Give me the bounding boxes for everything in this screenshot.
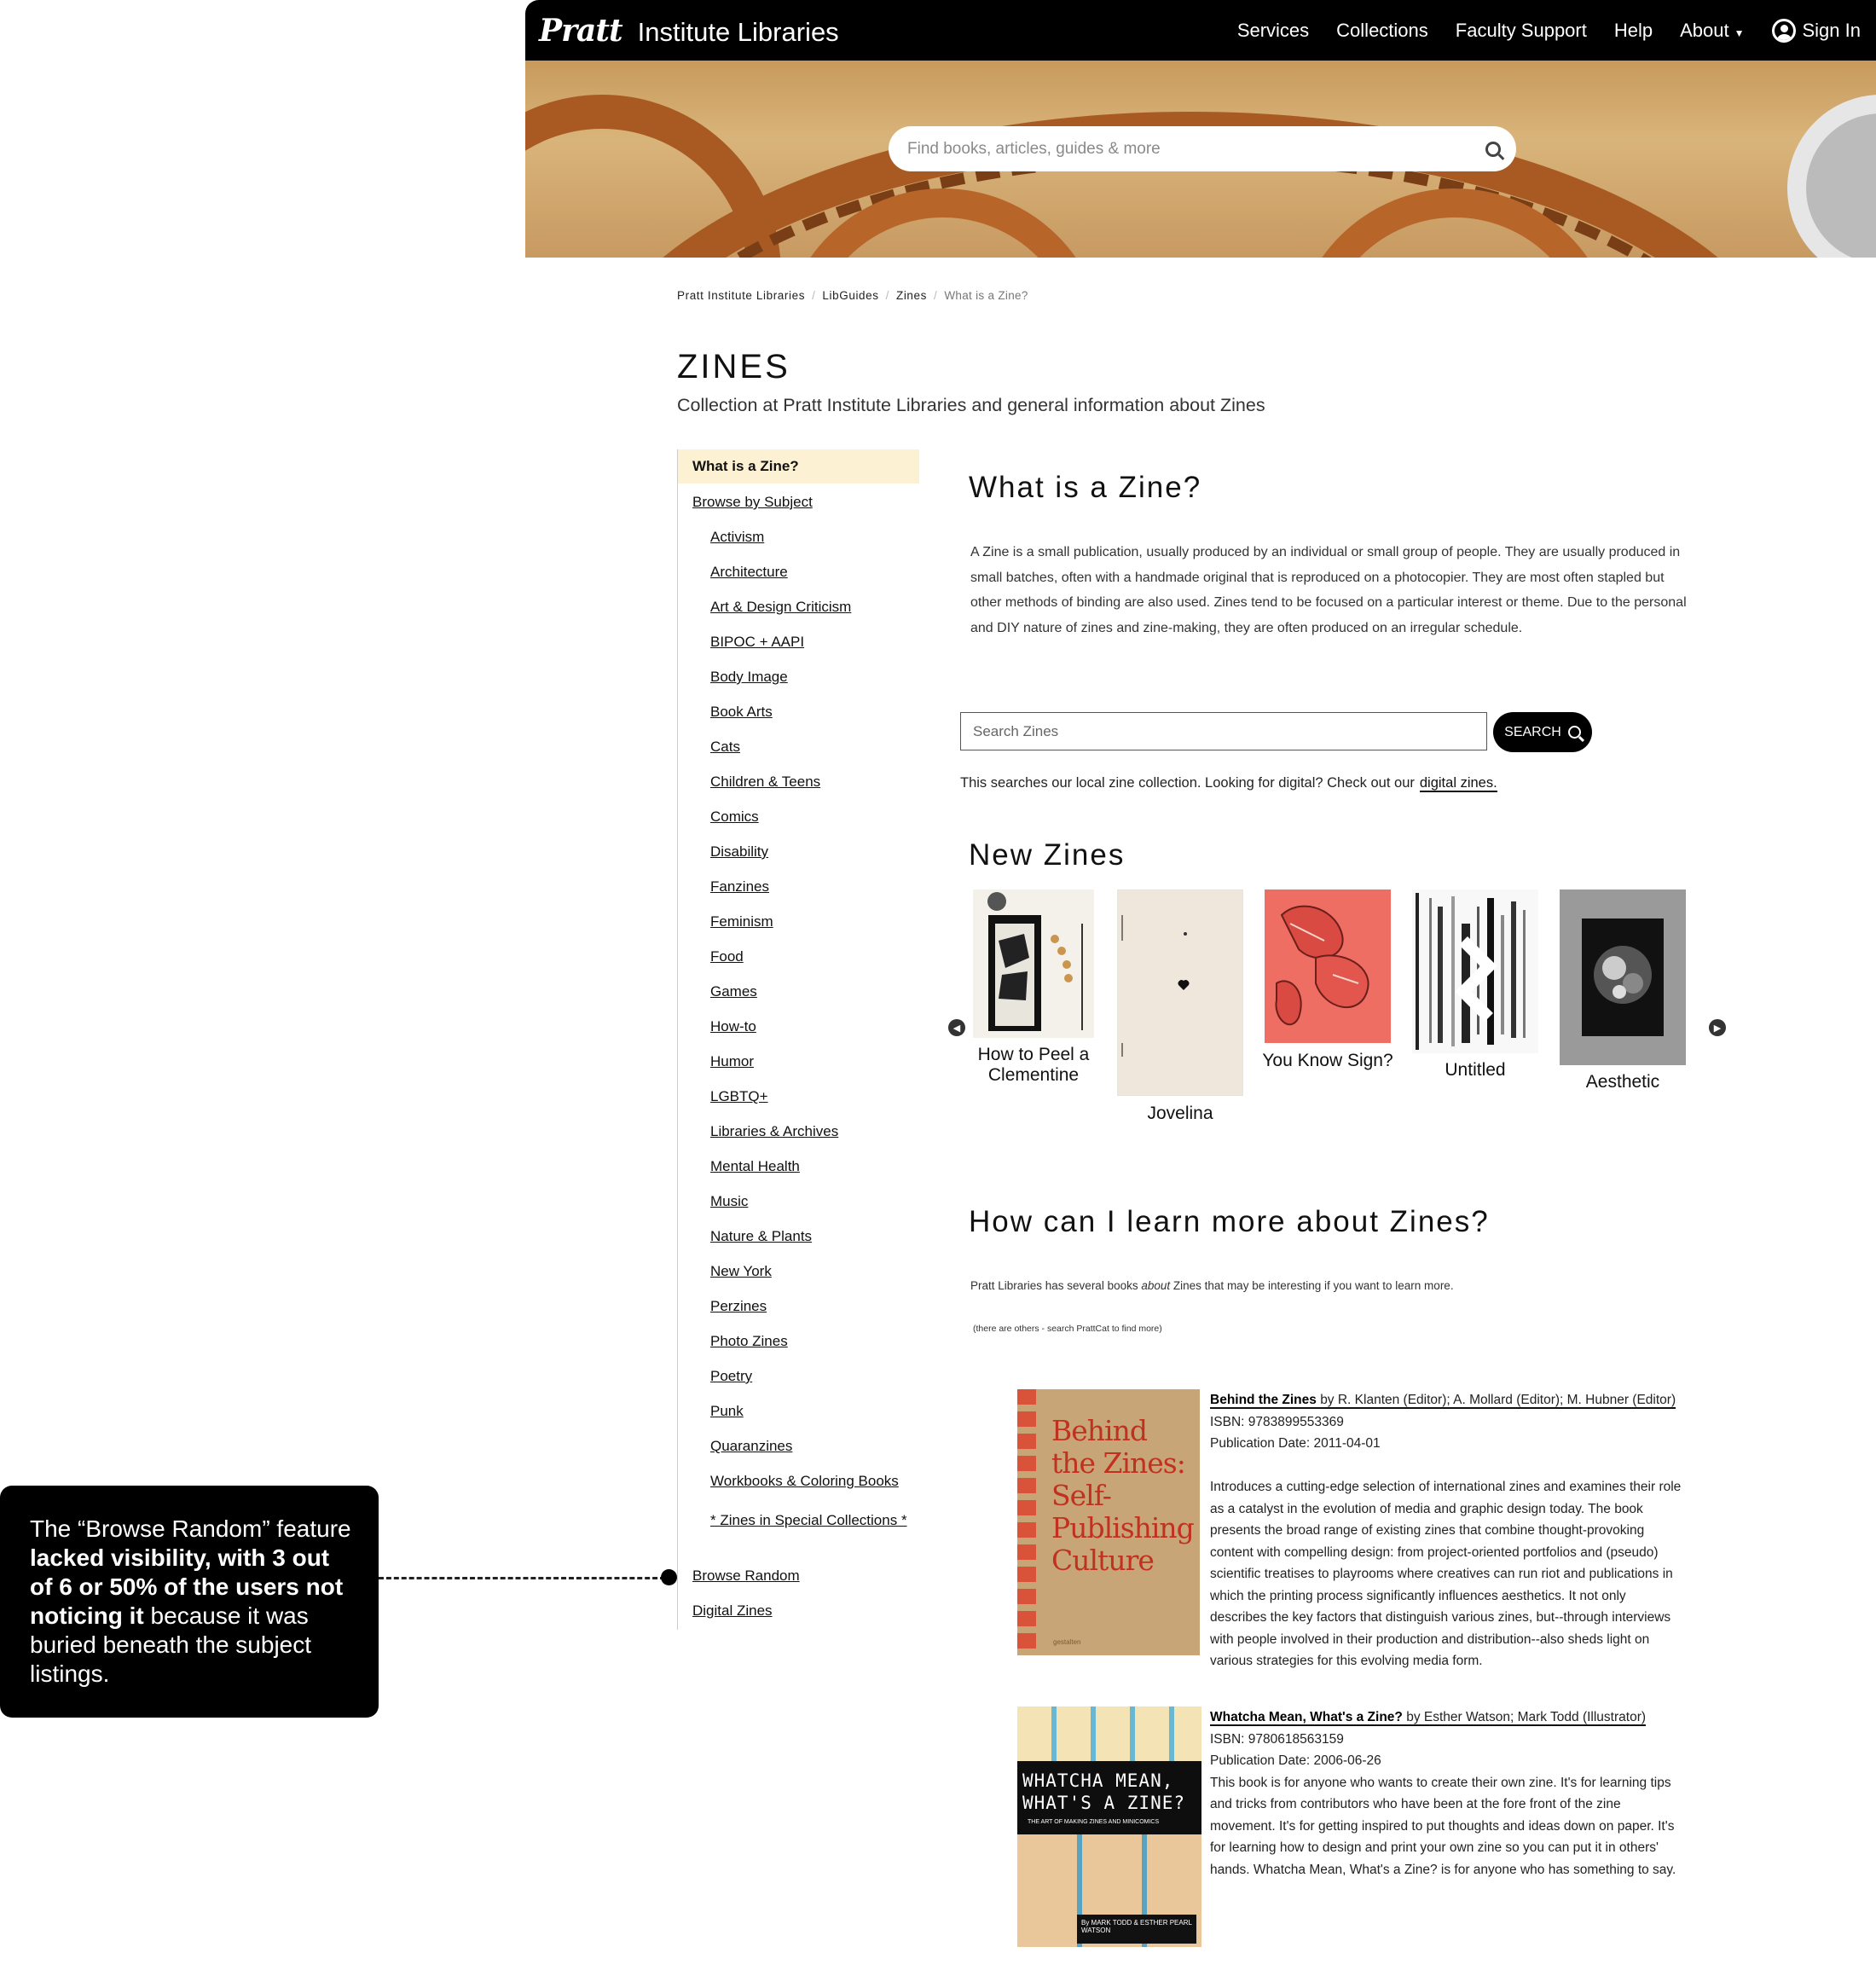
- breadcrumb-home[interactable]: Pratt Institute Libraries: [677, 289, 806, 302]
- sidebar-subject-special-collections[interactable]: * Zines in Special Collections *: [710, 1512, 907, 1528]
- sidebar-subject-nature-plants[interactable]: Nature & Plants: [710, 1228, 813, 1244]
- sign-in-label: Sign In: [1802, 19, 1861, 41]
- breadcrumb-zines[interactable]: Zines: [895, 289, 927, 302]
- sidebar-subject-fanzines[interactable]: Fanzines: [710, 878, 769, 895]
- digital-zines-link[interactable]: digital zines.: [1419, 775, 1497, 791]
- carousel-next-icon[interactable]: ▶: [1709, 1019, 1726, 1036]
- book-pub-date: Publication Date: 2006-06-26: [1210, 1753, 1381, 1768]
- nav-help[interactable]: Help: [1613, 19, 1653, 41]
- learn-more-small-note: (there are others - search PrattCat to find more): [973, 1324, 1162, 1334]
- breadcrumb-separator: /: [885, 289, 889, 302]
- book-citation[interactable]: [1210, 1393, 1676, 1409]
- cover-top-panels: [1017, 1707, 1201, 1761]
- search-icon[interactable]: [1485, 142, 1501, 157]
- zine-search-button[interactable]: [1493, 712, 1592, 752]
- sidebar-subject-games[interactable]: Games: [710, 983, 757, 1000]
- sidebar-subject-feminism[interactable]: Feminism: [710, 913, 773, 930]
- main-nav: [1237, 19, 1861, 43]
- carousel-prev-icon[interactable]: ◀: [948, 1019, 965, 1036]
- book-info: [1210, 1389, 1686, 1455]
- sidebar-item-digital-zines[interactable]: Digital Zines: [692, 1602, 773, 1619]
- site-search-bar: [889, 126, 1516, 171]
- sidebar-subject-comics[interactable]: Comics: [710, 808, 759, 825]
- sidebar-subject-cats[interactable]: Cats: [710, 739, 740, 755]
- zine-cover-untitled[interactable]: [1412, 889, 1538, 1053]
- what-is-paragraph: A Zine is a small publication, usually produced by an individual or small group of people. They are usually produced in small batches, often with a handmade original that is reproduced on a photocopier. They are most often stapled but other methods of binding are also used. Zines tend to be focused on a particular interest or theme. Due to the personal and DIY nature of zines and zine-making, they are often produced on an irregular schedule.: [970, 545, 1687, 635]
- site-search-input[interactable]: [907, 140, 1485, 159]
- book-authors: by R. Klanten (Editor); A. Mollard (Editor); M. Hubner (Editor): [1320, 1393, 1676, 1407]
- book-pub-date: Publication Date: 2011-04-01: [1210, 1436, 1381, 1451]
- sidebar-item-what-is-a-zine[interactable]: What is a Zine?: [678, 449, 919, 484]
- book-title-link[interactable]: Whatcha Mean, What's a Zine?: [1210, 1710, 1403, 1724]
- sidebar-subject-architecture[interactable]: Architecture: [710, 564, 788, 580]
- cover-publisher: gestalten: [1053, 1638, 1081, 1646]
- caret-down-icon: ▼: [1734, 26, 1745, 39]
- zine-search-note-text: This searches our local zine collection. Looking for digital? Check out our: [960, 775, 1415, 791]
- sidebar-subject-punk[interactable]: Punk: [710, 1403, 744, 1419]
- sidebar-subject-quaranzines[interactable]: Quaranzines: [710, 1438, 793, 1454]
- sidebar-subject-lgbtq[interactable]: LGBTQ+: [710, 1088, 768, 1104]
- sidebar-subject-food[interactable]: Food: [710, 948, 744, 965]
- guide-subtitle: Collection at Pratt Institute Libraries and general information about Zines: [677, 395, 1265, 415]
- callout-connector-line: [379, 1577, 665, 1579]
- book-isbn: ISBN: 9783899553369: [1210, 1414, 1344, 1429]
- zine-title[interactable]: Aesthetic: [1585, 1072, 1660, 1092]
- zine-title[interactable]: Jovelina: [1147, 1104, 1213, 1123]
- sidebar-item-browse-random[interactable]: Browse Random: [692, 1567, 800, 1584]
- search-icon: [1568, 726, 1581, 739]
- sidebar-subject-how-to[interactable]: How-to: [710, 1018, 756, 1034]
- callout-text-bold: lacked visibility, with 3 out of 6 or 50% of the users not noticing it: [30, 1544, 344, 1629]
- sidebar-subject-art-design-criticism[interactable]: Art & Design Criticism: [710, 599, 852, 615]
- sidebar-subject-mental-health[interactable]: Mental Health: [710, 1158, 800, 1174]
- breadcrumb-current: What is a Zine?: [944, 289, 1028, 302]
- sidebar-subject-music[interactable]: Music: [710, 1193, 749, 1209]
- pratt-logo[interactable]: Pratt: [539, 12, 622, 49]
- cover-float-spacer: [1017, 1476, 1210, 1655]
- guide-sidebar-nav: [677, 449, 919, 1630]
- zine-search-button-label: SEARCH: [1504, 724, 1561, 739]
- breadcrumb-libguides[interactable]: LibGuides: [822, 289, 879, 302]
- learn-more-intro-a: Pratt Libraries has several books: [970, 1279, 1142, 1292]
- book-info: [1210, 1707, 1686, 1880]
- book-description-text: Introduces a cutting-edge selection of international zines and examines their role as a catalyst in the evolution of media and graphic design today. The book presents the broad range of existing zines that combine thought-provoking content with compelling design: from project-oriented portfolios and (pseudo) scientific treatises to playrooms where creatives can run riot and publications in which the printing process significantly influences aesthetics. It not only describes the key factors that distinguish various zines, but--through interviews with people involved in their production and distribution--also sheds light on various strategies for this evolving media form.: [1210, 1480, 1682, 1668]
- sidebar-subject-libraries-archives[interactable]: Libraries & Archives: [710, 1123, 839, 1139]
- zine-title[interactable]: How to Peel a Clementine: [977, 1045, 1090, 1085]
- usability-finding-callout: [0, 1486, 379, 1718]
- book-description: [1017, 1476, 1686, 1672]
- zine-cover-jovelina[interactable]: [1117, 889, 1243, 1096]
- sidebar-subject-activism[interactable]: Activism: [710, 529, 765, 545]
- book-title-link[interactable]: Behind the Zines: [1210, 1393, 1317, 1407]
- guide-title: ZINES: [677, 348, 790, 385]
- sidebar-subject-humor[interactable]: Humor: [710, 1053, 755, 1069]
- breadcrumb-separator: /: [812, 289, 816, 302]
- nav-about-label: About: [1680, 19, 1729, 41]
- user-circle-icon: [1772, 19, 1796, 43]
- learn-more-intro-b: Zines that may be interesting if you want to learn more.: [1170, 1279, 1454, 1292]
- top-navbar: [525, 0, 1876, 61]
- callout-text-b: because it was buried beneath the subject listings.: [30, 1602, 312, 1687]
- site-name[interactable]: Institute Libraries: [637, 16, 839, 47]
- zine-cover-clementine[interactable]: [973, 889, 1094, 1038]
- callout-text-a: The “Browse Random” feature: [30, 1515, 351, 1542]
- nav-collections[interactable]: Collections: [1336, 19, 1428, 41]
- learn-more-intro: [970, 1274, 1454, 1298]
- zine-search-note: [960, 775, 1497, 791]
- new-zines-heading: New Zines: [969, 838, 1126, 872]
- sidebar-subject-bipoc-aapi[interactable]: BIPOC + AAPI: [710, 634, 805, 650]
- cover-subtitle: THE ART OF MAKING ZINES AND MINICOMICS: [1028, 1819, 1160, 1825]
- sidebar-subject-photo-zines[interactable]: Photo Zines: [710, 1333, 788, 1349]
- zine-cover-you-know-sign[interactable]: [1265, 889, 1391, 1043]
- breadcrumb: [677, 289, 1028, 302]
- sign-in-link[interactable]: [1772, 19, 1862, 43]
- cover-title: Behind the Zines: Self-Publishing Culture: [1051, 1414, 1194, 1577]
- zine-cover-aesthetic[interactable]: [1560, 889, 1686, 1065]
- nav-faculty-support[interactable]: Faculty Support: [1455, 19, 1587, 41]
- zine-title[interactable]: Untitled: [1445, 1060, 1506, 1080]
- brand[interactable]: [539, 13, 839, 49]
- zine-search-input[interactable]: [960, 712, 1487, 750]
- sidebar-subject-children-teens[interactable]: Children & Teens: [710, 774, 821, 790]
- learn-more-intro-em: about: [1141, 1279, 1171, 1292]
- sidebar-subject-workbooks-coloring[interactable]: Workbooks & Coloring Books: [710, 1473, 899, 1489]
- book-authors: by Esther Watson; Mark Todd (Illustrator): [1406, 1710, 1647, 1724]
- callout-connector-dot: [661, 1569, 677, 1585]
- sidebar-subject-new-york[interactable]: New York: [710, 1263, 772, 1279]
- cover-byline: By MARK TODD & ESTHER PEARL WATSON: [1077, 1915, 1196, 1944]
- sidebar-subject-body-image[interactable]: Body Image: [710, 669, 788, 685]
- nav-about[interactable]: [1680, 20, 1744, 42]
- hero-arch-right: [1787, 95, 1876, 258]
- sidebar-subject-disability[interactable]: Disability: [710, 843, 769, 860]
- sidebar-subject-book-arts[interactable]: Book Arts: [710, 704, 773, 720]
- what-is-heading: What is a Zine?: [969, 471, 1202, 504]
- sidebar-subject-poetry[interactable]: Poetry: [710, 1368, 753, 1384]
- book-citation[interactable]: [1210, 1710, 1646, 1726]
- breadcrumb-separator: /: [934, 289, 938, 302]
- nav-services[interactable]: Services: [1236, 19, 1310, 41]
- zine-title[interactable]: You Know Sign?: [1262, 1051, 1393, 1070]
- sidebar-item-browse-by-subject[interactable]: Browse by Subject: [692, 494, 813, 510]
- book-description-text: This book is for anyone who wants to create their own zine. It's for learning tips and tricks from contributors who have been at the fore front of the zine movement. It's for getting inspired to put thoughts and ideas down on paper. It's for learning how to design and print your own zine so you can put it in others' hands. Whatcha Mean, What's a Zine? is for anyone who has something to say.: [1210, 1775, 1676, 1877]
- learn-more-heading: How can I learn more about Zines?: [969, 1205, 1490, 1238]
- cover-title: WHATCHA MEAN, WHAT'S A ZINE?: [1022, 1770, 1186, 1813]
- book-isbn: ISBN: 9780618563159: [1210, 1731, 1344, 1747]
- book-cover-whatcha-mean[interactable]: [1017, 1707, 1201, 1947]
- libraries-site: [525, 0, 1876, 258]
- hero-banner: [525, 61, 1876, 258]
- sidebar-subject-perzines[interactable]: Perzines: [710, 1298, 767, 1314]
